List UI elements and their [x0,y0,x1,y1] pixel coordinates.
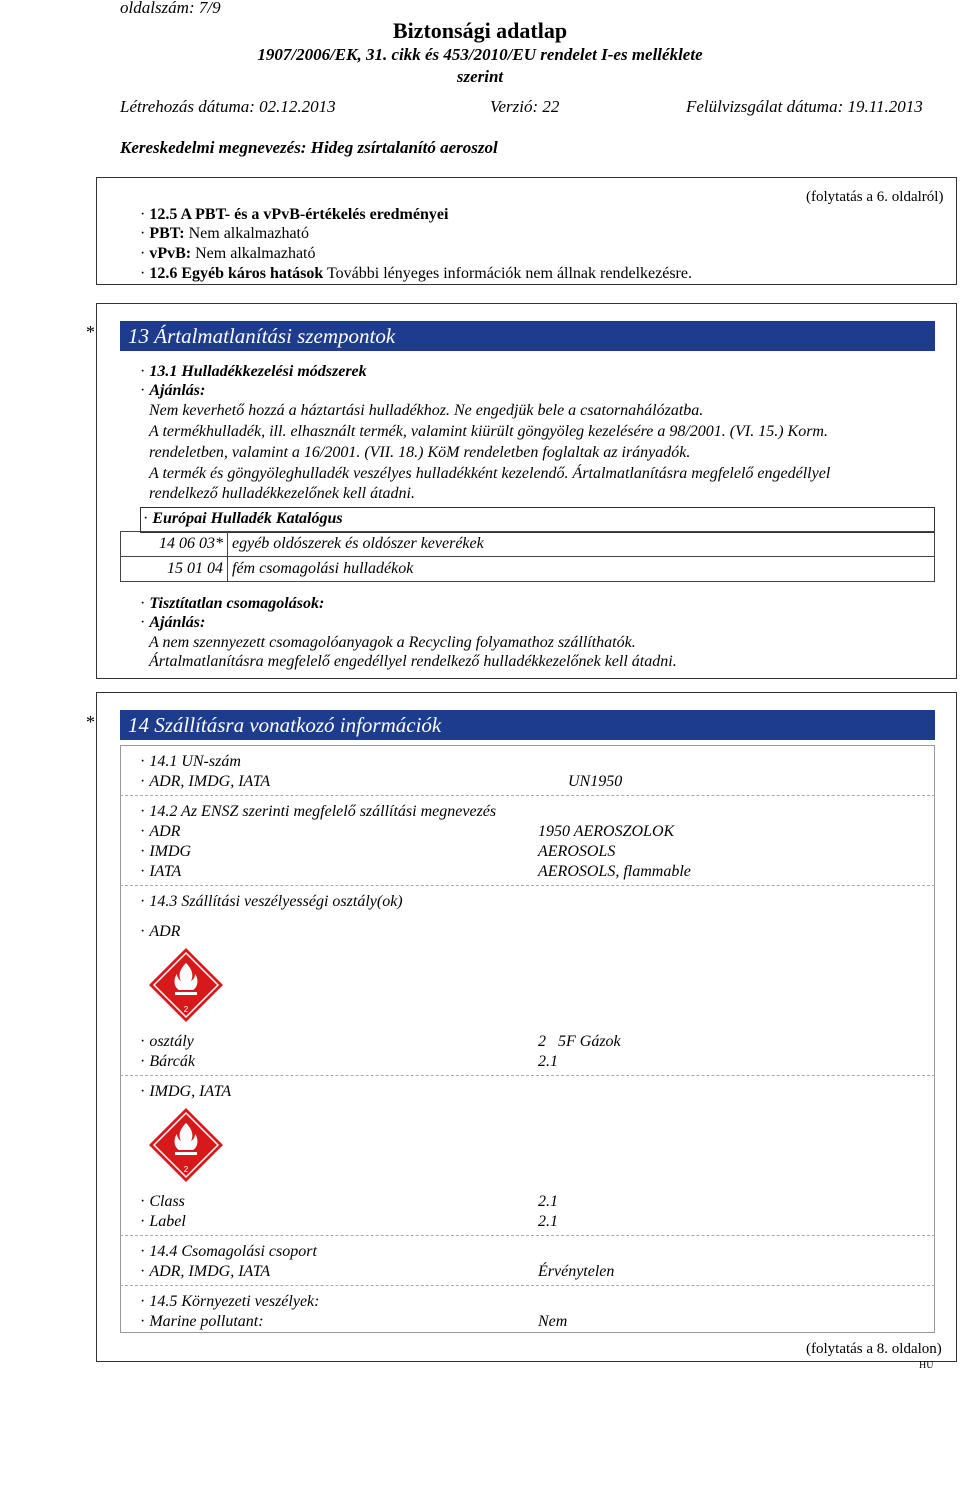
table-row [121,532,935,557]
disposal-line-4: A termék és göngyöleghulladék veszélyes hulladékként kezelendő. Ártalmatlanításra megfelelő engedéllyel [149,465,831,482]
un-label: · ADR, IMDG, IATA [140,773,271,790]
env-heading: · 14.5 Környezeti veszélyek: [140,1293,320,1310]
section-14-title: 14 Szállításra vonatkozó információk [120,710,935,740]
uncleaned-line-1: A nem szennyezett csomagolóanyagok a Recycling folyamathoz szállíthatók. [149,634,636,651]
pbt-heading: · 12.5 A PBT- és a vPvB-értékelés eredményei [140,206,449,223]
waste-catalog-table [120,531,935,582]
disposal-line-2: A termékhulladék, ill. elhasznált termék, valamint kiürült göngyöleg kezelésére a 98/2001. (VI. 15.) Korm. [149,423,828,440]
flame-base [175,992,197,995]
barcak-value: 2.1 [538,1053,558,1070]
name-heading: · 14.2 Az ENSZ szerinti megfelelő szállítási megnevezés [140,803,497,820]
section-13-title: 13 Ártalmatlanítási szempontok [120,321,935,351]
pack-label: · ADR, IMDG, IATA [140,1263,271,1280]
version: Verzió: 22 [490,97,560,116]
waste-desc: fém csomagolási hulladékok [228,557,935,582]
class-label: · Class [140,1193,185,1210]
imdg-iata-label: · IMDG, IATA [140,1083,232,1100]
osztaly-value: 2 5F Gázok [538,1033,621,1050]
iata-name-label: · IATA [140,863,182,880]
created-date: Létrehozás dátuma: 02.12.2013 [120,97,336,116]
method-heading: · 13.1 Hulladékkezelési módszerek [140,363,367,380]
disposal-line-5: rendelkező hulladékkezelőnek kell átadni. [149,485,415,502]
revised-date: Felülvizsgálat dátuma: 19.11.2013 [686,97,923,116]
class-heading: · 14.3 Szállítási veszélyességi osztály(ok) [140,893,403,910]
adr-name-label: · ADR [140,823,181,840]
waste-code: 14 06 03* [121,532,228,557]
pictogram-number: 2 [183,1005,189,1014]
recommendation-label: · Ajánlás: [140,382,206,399]
adr-block-label: · ADR [140,923,181,940]
document-subtitle: 1907/2006/EK, 31. cikk és 453/2010/EU rendelet I-es melléklete [257,45,703,64]
disposal-line-3: rendeletben, valamint a 16/2001. (VII. 18.) KöM rendeletben foglaltak az irányadók. [149,444,691,461]
un-value: UN1950 [568,773,623,790]
imdg-name-value: AEROSOLS [538,843,616,860]
continued-from: (folytatás a 6. oldalról) [806,189,944,205]
document-title: Biztonsági adatlap [392,18,568,43]
uncleaned-line-2: Ártalmatlanításra megfelelő engedéllyel rendelkező hulladékkezelőnek kell átadni. [149,653,677,670]
pack-value: Érvénytelen [538,1263,615,1280]
divider [120,1235,935,1236]
flame-base [175,1152,197,1155]
divider [120,1075,935,1076]
label-label: · Label [140,1213,186,1230]
un-heading: · 14.1 UN-szám [140,753,241,770]
pack-heading: · 14.4 Csomagolási csoport [140,1243,317,1260]
divider [120,795,935,796]
catalog-heading: · Európai Hulladék Katalógus [143,510,343,527]
marine-label: · Marine pollutant: [140,1313,264,1330]
adr-name-value: 1950 AEROSZOLOK [538,823,675,840]
recommendation-label-2: · Ajánlás: [140,614,206,631]
language-code: HU [919,1360,934,1371]
divider [120,1285,935,1286]
disposal-line-1: Nem keverhető hozzá a háztartási hulladékhoz. Ne engedjük bele a csatornahálózatba. [149,402,704,419]
iata-name-value: AEROSOLS, flammable [538,863,691,880]
section-13-marker: * [86,322,95,342]
imdg-name-label: · IMDG [140,843,192,860]
pictogram-number: 2 [183,1165,189,1174]
divider [120,885,935,886]
waste-desc: egyéb oldószerek és oldószer keverékek [228,532,935,557]
osztaly-label: · osztály [140,1033,194,1050]
pbt-row: · PBT: Nem alkalmazható [140,225,309,242]
class-value: 2.1 [538,1193,558,1210]
label-value: 2.1 [538,1213,558,1230]
flammable-gas-pictogram [148,947,224,1023]
section-14-marker: * [86,712,95,732]
barcak-label: · Bárcák [140,1053,195,1070]
marine-value: Nem [538,1313,568,1330]
other-effects-row: · 12.6 Egyéb káros hatások További lényeges információk nem állnak rendelkezésre. [140,265,692,282]
uncleaned-heading: · Tisztítatlan csomagolások: [140,595,325,612]
document-subtitle-2: szerint [456,67,504,86]
table-row [121,557,935,582]
flammable-gas-pictogram [148,1107,224,1183]
page-number: oldalszám: 7/9 [120,0,221,17]
waste-code: 15 01 04 [121,557,228,582]
vpvb-row: · vPvB: Nem alkalmazható [140,245,316,262]
trade-name: Kereskedelmi megnevezés: Hideg zsírtalanító aeroszol [120,138,498,157]
continued-to: (folytatás a 8. oldalon) [806,1341,942,1357]
